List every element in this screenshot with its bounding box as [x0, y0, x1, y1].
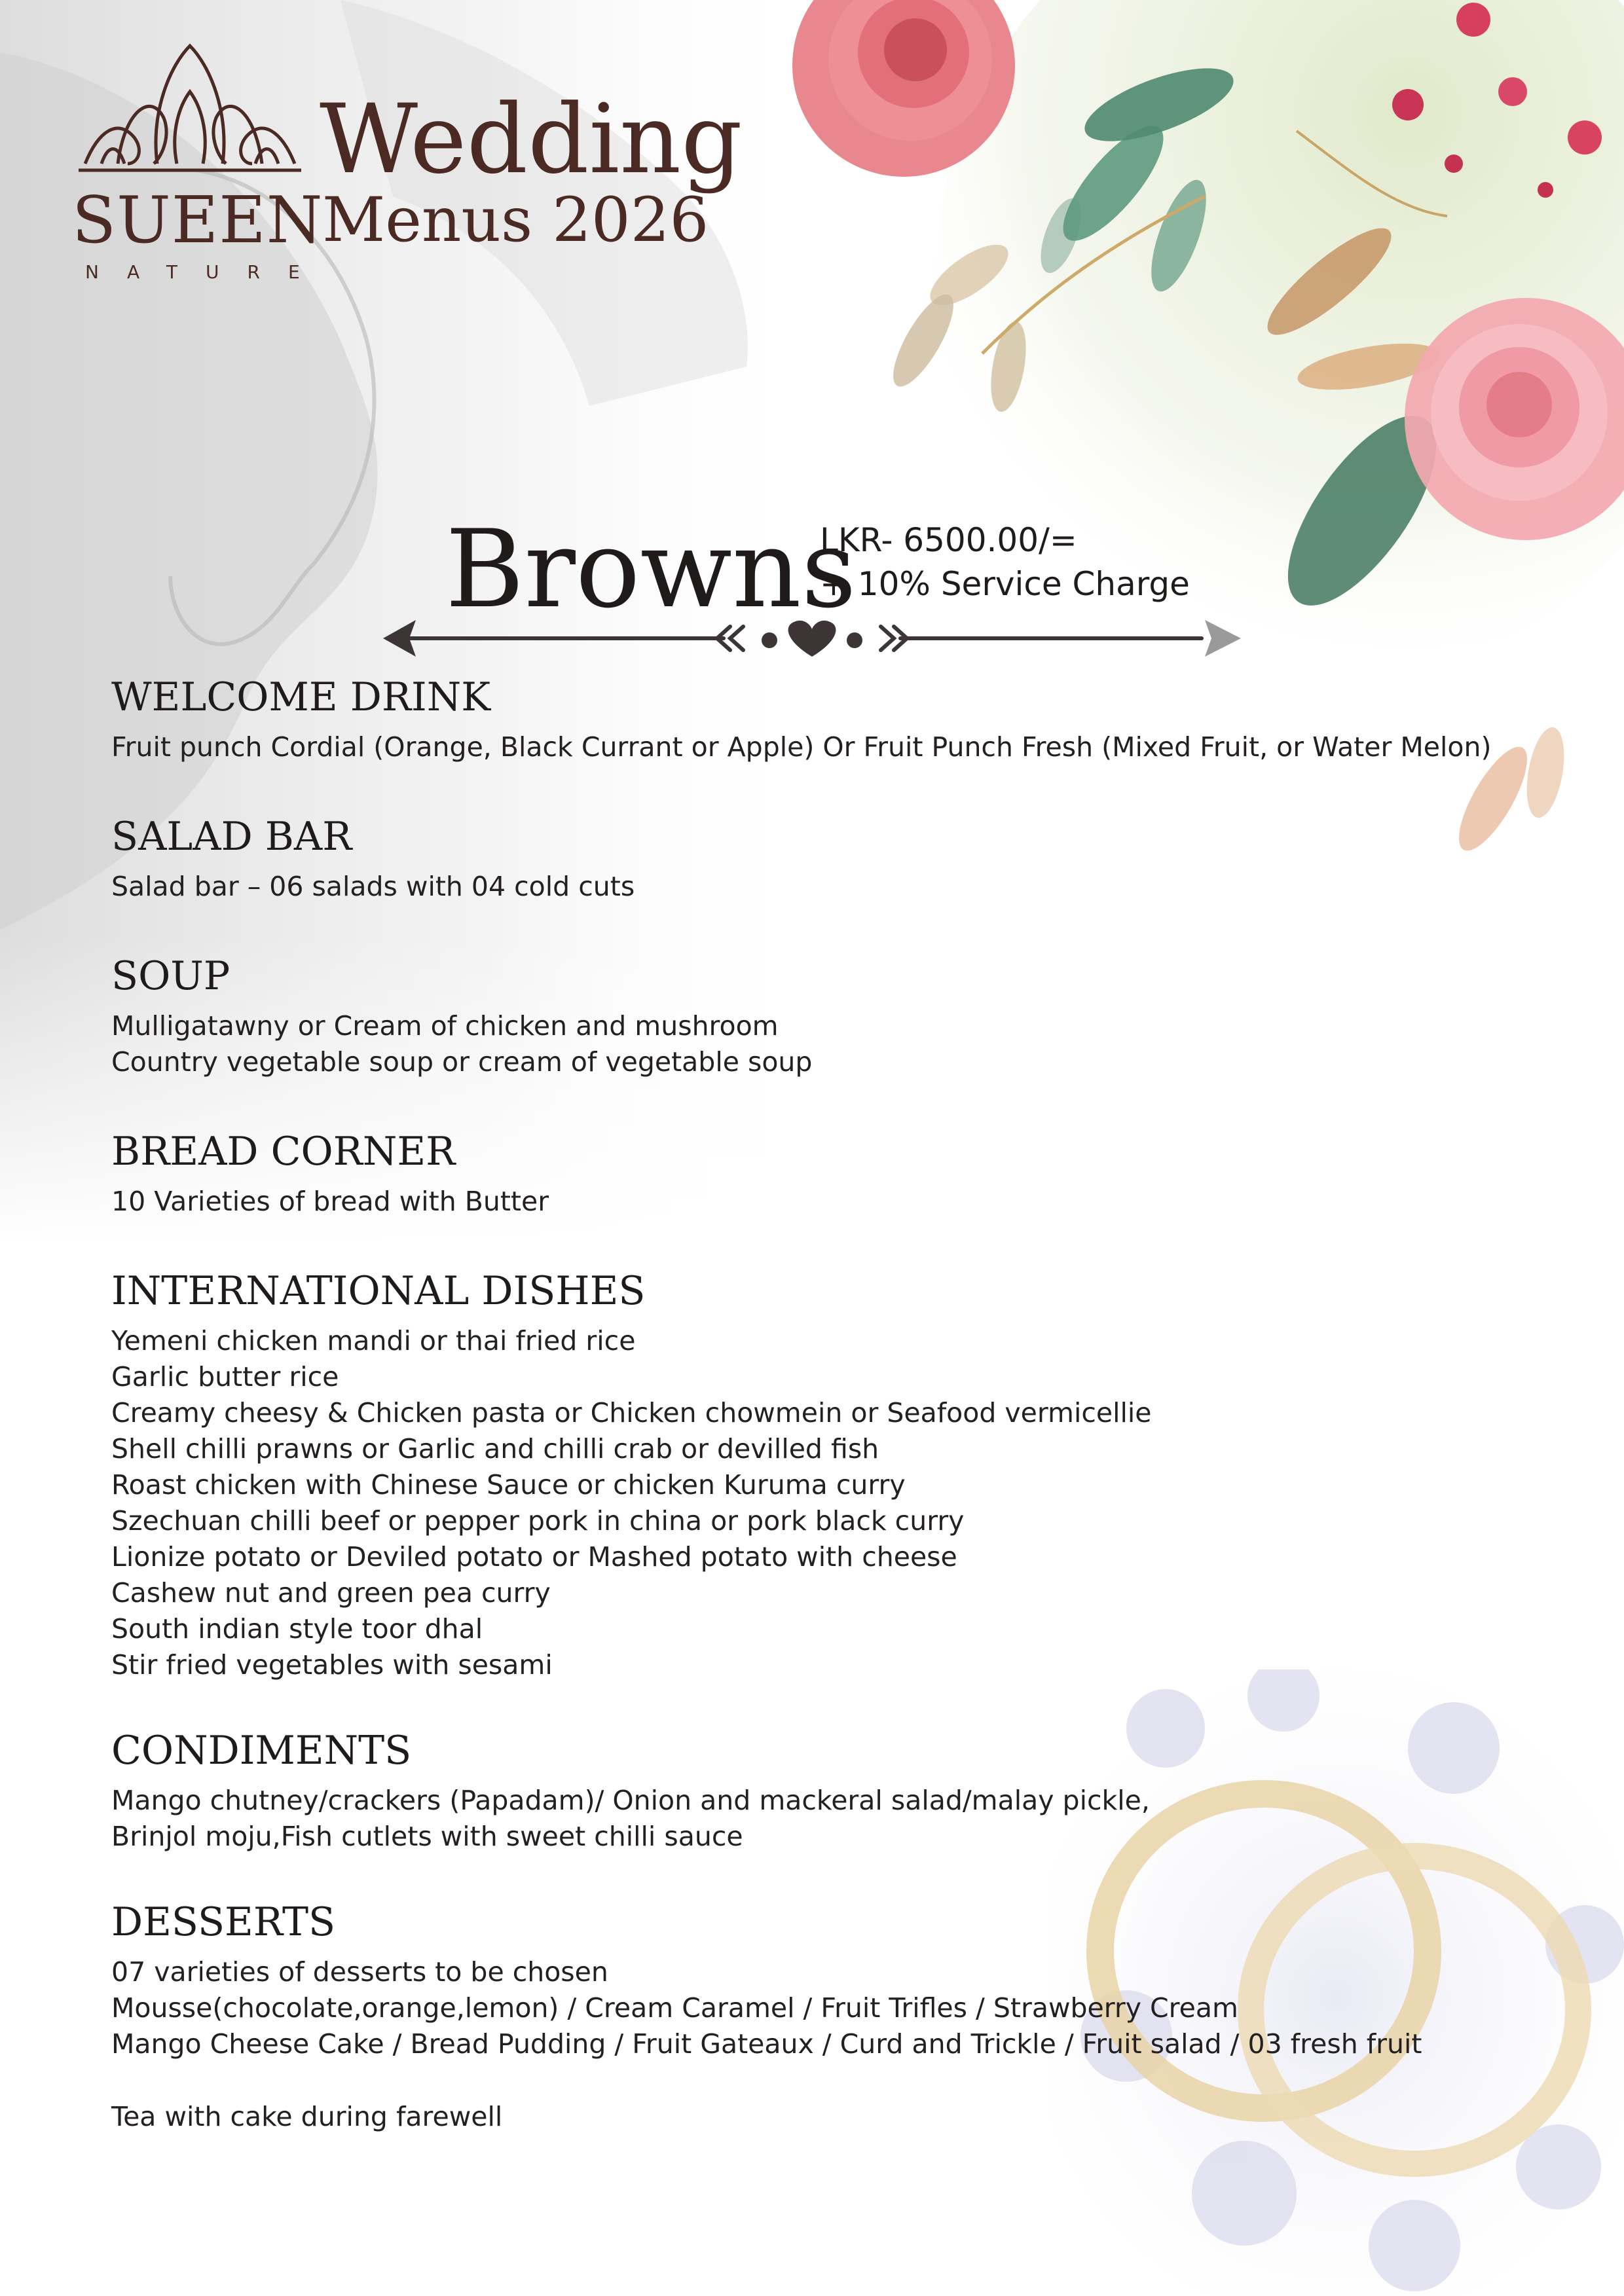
brand-logo	[72, 39, 328, 283]
menu-item: 10 Varieties of bread with Butter	[111, 1186, 549, 1217]
heart-icon	[788, 621, 836, 657]
menu-item: Mango Cheese Cake / Bread Pudding / Fruit Gateaux / Curd and Trickle / Fruit salad / 03 fresh fruit	[111, 2028, 1422, 2060]
package-name: Browns	[445, 507, 857, 632]
package-price: LKR- 6500.00/=	[820, 521, 1077, 559]
section-welcome-drink	[111, 668, 1539, 765]
menu-item: Fruit punch Cordial (Orange, Black Currant or Apple) Or Fruit Punch Fresh (Mixed Fruit, or Water Melon)	[111, 731, 1492, 763]
ornamental-divider	[383, 612, 1241, 665]
section-title: SOUP	[111, 953, 231, 999]
section-title: SALAD BAR	[111, 814, 352, 860]
section-title: INTERNATIONAL DISHES	[111, 1268, 646, 1314]
section-title: BREAD CORNER	[111, 1129, 456, 1175]
menu-item: Brinjol moju,Fish cutlets with sweet chilli sauce	[111, 1821, 743, 1852]
section-international-dishes	[111, 1262, 1539, 1683]
menu-item: Mango chutney/crackers (Papadam)/ Onion and mackeral salad/malay pickle,	[111, 1785, 1150, 1816]
section-bread-corner	[111, 1122, 1539, 1220]
menu-item: Mousse(chocolate,orange,lemon) / Cream Caramel / Fruit Trifles / Strawberry Cream	[111, 1992, 1238, 2024]
menu-item: Stir fried vegetables with sesami	[111, 1649, 553, 1681]
menu-item: Creamy cheesy & Chicken pasta or Chicken chowmein or Seafood vermicellie	[111, 1397, 1152, 1429]
brand-tagline: NATURE	[85, 261, 328, 283]
page-title: Wedding	[320, 84, 743, 195]
service-charge: + 10% Service Charge	[820, 565, 1190, 603]
brand-name: SUEEN	[72, 183, 323, 258]
section-title: WELCOME DRINK	[111, 674, 491, 720]
menu-item: South indian style toor dhal	[111, 1613, 483, 1645]
menu-item: Country vegetable soup or cream of vegetable soup	[111, 1046, 813, 1078]
page-subtitle: Menus 2026	[322, 185, 709, 256]
menu-item: Cashew nut and green pea curry	[111, 1577, 551, 1609]
menu-item: Lionize potato or Deviled potato or Mashed potato with cheese	[111, 1541, 957, 1573]
menu-item: Mulligatawny or Cream of chicken and mushroom	[111, 1010, 779, 1042]
menu-item: Garlic butter rice	[111, 1361, 339, 1393]
menu-item: Yemeni chicken mandi or thai fried rice	[111, 1325, 636, 1357]
section-title: CONDIMENTS	[111, 1728, 412, 1774]
menu-content	[111, 668, 1539, 2135]
menu-item: Roast chicken with Chinese Sauce or chicken Kuruma curry	[111, 1469, 906, 1501]
menu-item: Szechuan chilli beef or pepper pork in china or pork black curry	[111, 1505, 965, 1537]
section-desserts	[111, 1893, 1539, 2062]
menu-item: 07 varieties of desserts to be chosen	[111, 1956, 608, 1988]
menu-item: Salad bar – 06 salads with 04 cold cuts	[111, 871, 635, 902]
section-title: DESSERTS	[111, 1899, 336, 1945]
menu-item: Shell chilli prawns or Garlic and chilli crab or devilled fish	[111, 1433, 879, 1465]
section-condiments	[111, 1721, 1539, 1855]
section-salad-bar	[111, 807, 1539, 905]
farewell-note: Tea with cake during farewell	[111, 2101, 503, 2132]
section-soup	[111, 947, 1539, 1080]
crown-icon	[72, 39, 308, 183]
